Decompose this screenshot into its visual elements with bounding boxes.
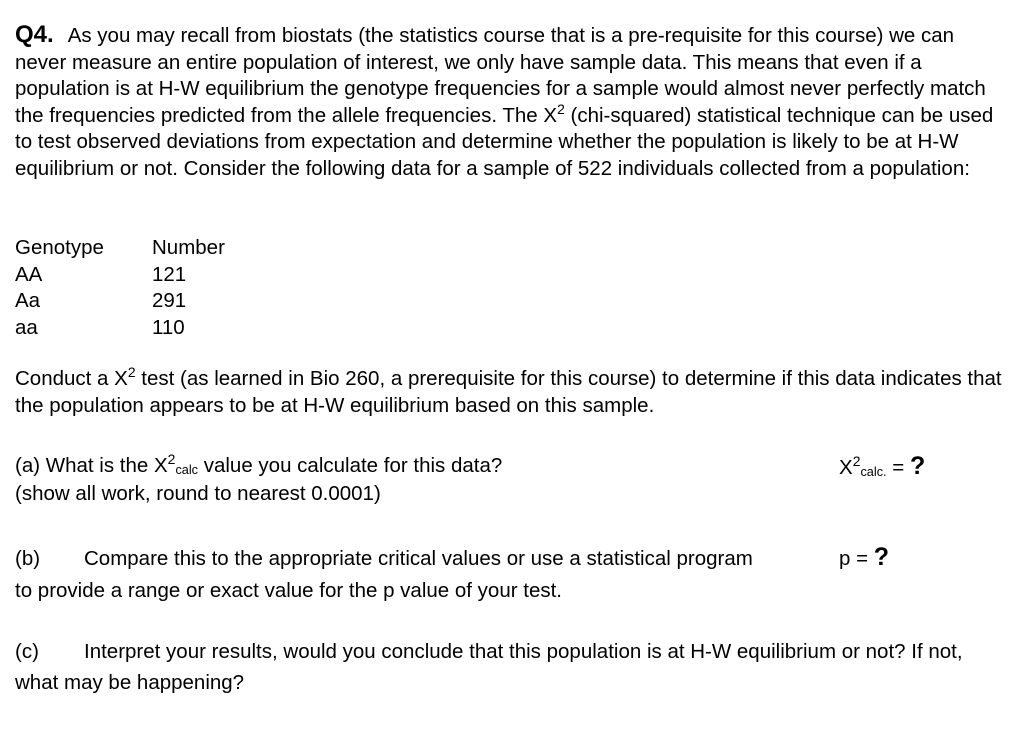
question-intro [15, 22, 1005, 182]
part-b-text: Compare this to the appropriate critical values or use a statistical program to provide a range or exact value for the p value of your test. [15, 547, 753, 602]
table-cell-genotype: Aa [15, 289, 41, 312]
table-cell-number: 121 [152, 262, 187, 286]
conduct-instructions [15, 366, 1005, 419]
part-a-suffix: value you calculate for this data? [198, 454, 503, 477]
part-b-answer [839, 543, 889, 573]
intro-text-part1: As you may recall from biostats (the statistics course that is a pre-requisite for this course) we can never measure an entire population of interest, we only have sample data. This means that even if a population is at H-W equilibrium the genotype frequencies for a sample would almost never perfectly match the frequencies predicted from the allele frequencies. The X [15, 24, 986, 127]
part-c-text: Interpret your results, would you conclude that this population is at H-W equilibrium or not? If not, what may be happening? [15, 640, 963, 694]
table-cell-genotype: aa [15, 315, 38, 339]
table-cell-genotype: AA [15, 262, 43, 286]
intro-superscript: 2 [557, 100, 565, 117]
part-a-answer [839, 452, 925, 482]
table-row [15, 288, 272, 315]
part-b-question [15, 543, 775, 607]
part-a-prefix: (a) What is the X [15, 454, 168, 477]
part-a-question [15, 452, 775, 508]
part-a-answer-value: ? [909, 452, 926, 480]
conduct-text-part2: test (as learned in Bio 260, a prerequisite for this course) to determine if this data indicates that the population appears to be at H-W equilibrium based on this sample. [15, 367, 1002, 417]
table-cell-number: 291 [152, 289, 187, 312]
conduct-superscript: 2 [127, 364, 136, 381]
part-a-answer-prefix: X [839, 456, 853, 479]
table-cell-number: 110 [152, 315, 185, 339]
table-header-number: Number [152, 236, 225, 259]
table-header-row [15, 235, 272, 262]
genotype-table [15, 235, 272, 341]
part-a-line1 [15, 452, 775, 480]
part-c-label: (c) [15, 640, 39, 663]
table-row [15, 315, 272, 342]
part-c-question [15, 636, 1005, 698]
table-row [15, 262, 272, 289]
part-b-answer-value: ? [873, 543, 890, 571]
part-b-answer-prefix: p = [839, 547, 874, 570]
conduct-text-part1: Conduct a X [15, 367, 128, 390]
part-a-subscript: calc [175, 461, 199, 477]
part-a-line2: (show all work, round to nearest 0.0001) [15, 482, 381, 505]
part-a-answer-superscript: 2 [852, 453, 861, 470]
part-a-answer-equals: = [886, 456, 910, 479]
part-b-label: (b) [15, 547, 41, 570]
part-a-superscript: 2 [167, 451, 176, 468]
question-number: Q4. [15, 21, 54, 48]
table-header-genotype: Genotype [15, 236, 104, 259]
part-a-answer-subscript: calc. [860, 463, 887, 479]
intro-text-part2: (chi-squared) statistical technique can be used to test observed deviations from expectation and determine whether the population is likely to be at H-W equilibrium or not. Consider the following data for a sample of 522 individuals collected from a population: [15, 103, 994, 180]
